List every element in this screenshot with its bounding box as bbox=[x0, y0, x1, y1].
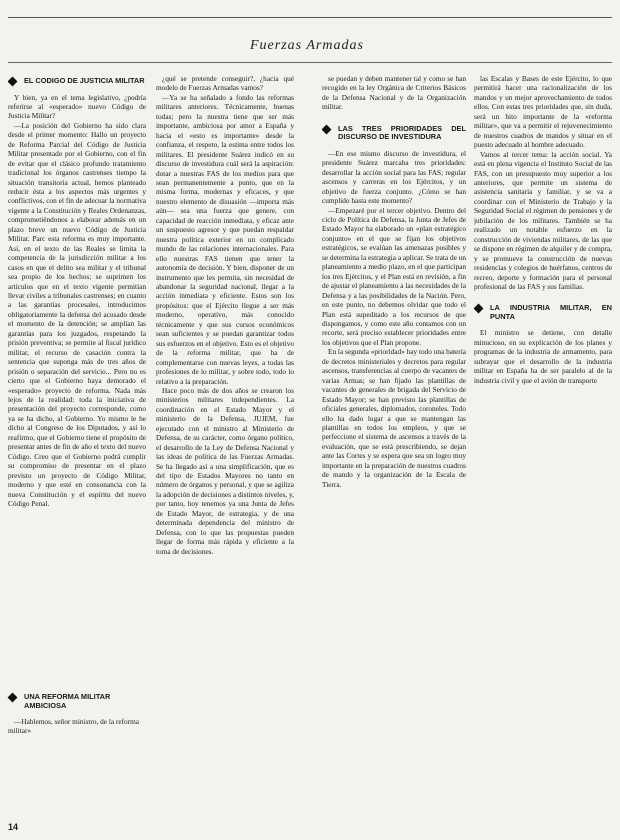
column-4 bbox=[474, 74, 612, 818]
header-rule bbox=[8, 62, 612, 63]
section-heading-reforma: UNA REFORMA MILITAR AMBICIOSA bbox=[8, 693, 146, 710]
section-header-title: Fuerzas Armadas bbox=[250, 38, 364, 53]
page-number: 14 bbox=[8, 822, 19, 832]
column-3 bbox=[322, 74, 466, 818]
section-heading-codigo: EL CODIGO DE JUSTICIA MILITAR bbox=[8, 77, 146, 86]
diamond-bullet-icon bbox=[474, 304, 483, 314]
paragraph: —En ese mismo discurso de investidura, el presidente Suárez marcaba tres prioridades: desarrollar la acción social para las FAS; regular ascensos y carreras en los Ejércitos, y un objetivo de fuerza conjunto. ¿Cómo se han cumplido hasta este momento? bbox=[322, 148, 466, 206]
paragraph: Y bien, ya en el tema legislativo, ¿podría referirse al «esperado» nuevo Código de Justicia Militar? bbox=[8, 92, 146, 121]
section-heading-prioridades: LAS TRES PRIORIDADES DEL DISCURSO DE INVESTIDURA bbox=[322, 125, 466, 142]
paragraph: —Hablemos, señor ministro, de la reforma militar» bbox=[8, 717, 140, 736]
paragraph: Hace poco más de dos años se crearon los ministerios militares independientes. La coordinación en el Estado Mayor y el ministerio de la Defensa, JUJEM, fue ejecutado con el ministro al Ministerio de Defensa, de su carácter, como órgano político, el desarrollo de la Ley de Defensa Nacional y las ideas de política de las Fuerzas Armadas. Se ha llegado así a una simplificación, que es del tipo de Estados Mayores no tanto en número de órganos y personal, y que se agiliza la adopción de decisiones a distintos niveles, y, por tanto, hoy tenemos ya una Junta de Jefes de Estado Mayor, de estrategia, y de una determinada dependencia del ministro de Defensa, con lo que las propuestas pueden llegar de forma más rápida y eficiente a la toma de decisiones. bbox=[156, 385, 294, 556]
top-rule bbox=[8, 17, 612, 18]
diamond-bullet-icon bbox=[8, 693, 18, 703]
column-2 bbox=[156, 74, 294, 818]
paragraph: —Empezaré por el tercer objetivo. Dentro del ciclo de Política de Defensa, la Junta de Jefes de Estado Mayor ha elaborado un «plan estratégico conjunto» en el que se fijan los objetivos estratégicos, se evalúan las amenazas posibles y se determina la estrategia a aplicar. Se trata de un planeamiento a medio plazo, en el que participan los tres Ejércitos, y el Plan está en revisión, a fin de ajustar el planeamiento a las necesidades de la Defensa y a las posibilidades de la Nación. Pero, en este punto, no debemos olvidar que todo el Plan está supeditado a los recursos de que dispongamos, y como este año contamos con un recorte, será preciso establecer prioridades entre los objetivos que el Plan propone. bbox=[322, 205, 466, 347]
paragraph: El ministro se detiene, con detalle minucioso, en su explicación de los planes y programas de la industria de armamento, para subrayar que el desarrollo de la industria militar en España ha de ser paralelo al de la industria civil y que el avión de transporte bbox=[474, 328, 612, 385]
diamond-bullet-icon bbox=[8, 77, 17, 87]
paragraph: se puedan y deben mantener tal y como se han recogido en la ley Orgánica de Criterios Básicos de la Defensa Nacional y de la Organización militar. bbox=[322, 74, 466, 112]
column-1-lower bbox=[8, 690, 146, 736]
paragraph: ¿qué se pretende conseguir?, ¿hacia qué modelo de Fuerzas Armadas vamos? bbox=[156, 74, 294, 93]
paragraph: Vamos al tercer tema: la acción social. Ya está en plena vigencia el Instituto Social de las FAS, con un presupuesto muy superior a los anteriores, que permite un sistema de asistencia sanitaria y familiar, y se va a coordinar con el Ministerio de Trabajo y la Seguridad Social el régimen de pensiones y de jubilación de los militares. También se ha realizado un notable esfuerzo en la construcción de viviendas militares, de las que se dispone en régimen de alquiler y de compra, y se promueve la construcción de nuevas residencias y colegios de huérfanos, centros de recreo, deporte y formación para el personal profesional de las FAS y sus familias. bbox=[474, 149, 612, 291]
section-heading-industria: LA INDUSTRIA MILITAR, EN PUNTA bbox=[474, 304, 612, 321]
paragraph: las Escalas y Bases de este Ejército, lo que permitirá hacer una racionalización de los mandos y un mejor aprovechamiento de todos ellos. Con estas tres prioridades que, sin duda, será un hito importante de la «reforma militar», que va a permitir el rejuvenecimiento de nuestros cuadros de mandos y situar en el puesto adecuado al hombre adecuado. bbox=[474, 74, 612, 150]
paragraph: —La posición del Gobierno ha sido clara desde el primer momento: Hallo un proyecto de Reforma Parcial del Código de Justicia Militar presentado por el Gobierno, con el fin de evitar que el clásico profundo tratamiento tradicional los órganos castrenses tiempo la situación transitoria actual, hemos planteado reducir ésta a los aspectos más urgentes y conflictivos, con el fin de adecuar la normativa vigente a la Constitución y Reales Ordenanzas, comprometiéndonos a elaborar además en un plazo breve un nuevo Código de Justicia Militar. Parc esta reforma es muy importante. Así, en el texto de las Reales se limita la competencia de la jurisdicción militar a los casos en que el delito sea militar y el tribunal sea propio de los hechos; se suprimen los artículos que en el texto vigente permitían llevar civiles a tribunales castrenses; en cuanto a las garantías procesales, introducimos obligatoriamente la defensa del acusado desde el momento de la detención; se amplían las garantías para los juzgados, respetando la prisión preventiva; se permite al fiscal jurídico militar, el recurso de casación contra la sentencia que suponga más de tres años de prisión o separación del servicio... Pero no es cierto que el Gobierno haya demorado el «esperado» proyecto de reforma. Nada más lejos de la realidad: toda la iniciativa de presentación del proyecto corresponde, como ya se ha dicho, al Gobierno. Yo mismo le he dicho al Congreso de los Diputados, y así lo reafirmo, que el Gobierno tiene el propósito de presentar antes de fin de año el texto del nuevo Código. Creo que el Gobierno podrá cumplir su compromiso de presentar en el plazo previsto un proyecto de Código Militar, moderno y que esté en consonancia con la nueva Constitución y el espíritu del nuevo Código Penal. bbox=[8, 120, 146, 508]
diamond-bullet-icon bbox=[322, 124, 331, 134]
paragraph: En la segunda «prioridad» hay todo una batería de decretos ministeriales y decretos para regular ascensos, transferencias al cuerpo de vacantes de varias Armas; se han fijado las plantillas de vacantes de generales de brigada del Servicio de Estado Mayor; se han previsto las plantillas de oficiales generales, diplomados, coroneles. Todo ello ha dado lugar a que se mantengan las plantillas en todos los empleos, y que se perfeccione el sistema de ascensos a través de la evaluación, que se está prescribiendo, se dejan ante las Cortes y se espera que sea un logro muy importante en la preparación de nuestros cuadros de mando y la organización de la Escala de Tierra. bbox=[322, 347, 466, 489]
paragraph: —Ya se ha señalado a fondo las reformas militares anteriores. Técnicamente, buenas todas; pero la nuestra tiene que ser más importante, ambiciosa por amor a España y hacia el «esto es importante» desde la confianza, el respeto, la estima entre todos los militares. El presidente Suárez indicó en su discurso de investidura cuál será la aspiración: dotar a nuestras FAS de los medios para que sean permanentemente a punto, que en la misma forma, modernas y eficaces, y que nuestro elemento de disuasión —importa más aún— sea una fuerza que genere, con capacidad de reacción inmediata, y eficaz ante un suspuesto agresor y que puedan respaldar nuestra política exterior en un complicado mundo de las relaciones internacionales. Para ello nuestras FAS tienen que tener la autonomía de decisión. Y bien, disponer de un instrumento que les permita, sin necesidad de abandonar la seguridad nacional, llegar a la acción inmediata y eficiente. Estos son los propósitos: que el Ejército llegue a ser más moderno, operativo, más conocido técnicamente y que sus cursos económicos sean suficientes y se puedan garantizar todos sus esfuerzos en el objetivo. Esto es el objetivo de la reforma militar, que ha de complementarse con nuevas leyes, a todas las profesiones de lo militar, y sobre todo, todo lo relativo a la preparación. bbox=[156, 92, 294, 386]
